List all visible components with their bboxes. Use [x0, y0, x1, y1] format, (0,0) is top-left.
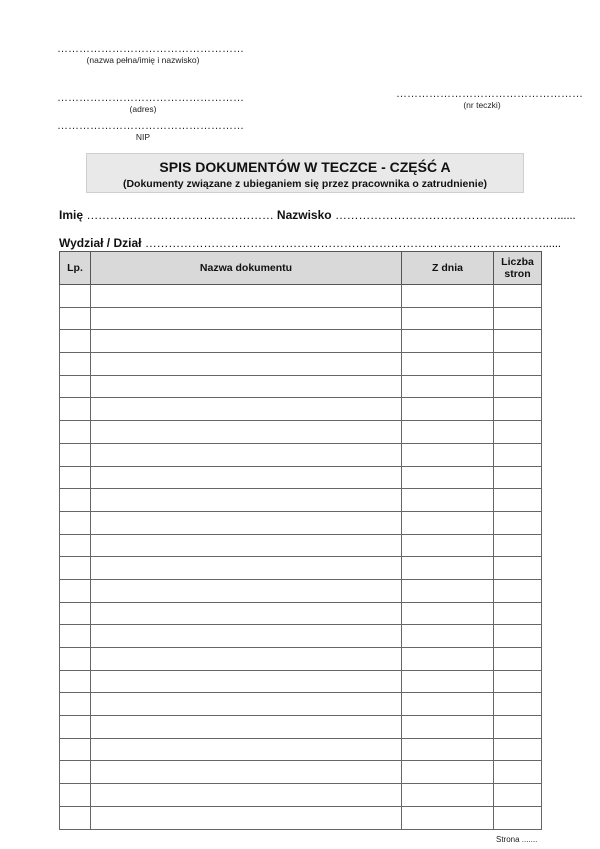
lp-cell[interactable] [60, 602, 91, 625]
lp-cell[interactable] [60, 670, 91, 693]
pages-cell[interactable] [494, 353, 542, 376]
table-body [60, 285, 542, 830]
document-name-cell[interactable] [91, 353, 402, 376]
lp-cell[interactable] [60, 511, 91, 534]
lp-cell[interactable] [60, 421, 91, 444]
pages-cell[interactable] [494, 670, 542, 693]
date-cell[interactable] [402, 443, 494, 466]
pages-cell[interactable] [494, 784, 542, 807]
column-header-date: Z dnia [402, 252, 494, 285]
date-cell[interactable] [402, 693, 494, 716]
table-row [60, 330, 542, 353]
pages-cell[interactable] [494, 693, 542, 716]
lp-cell[interactable] [60, 761, 91, 784]
pages-cell[interactable] [494, 579, 542, 602]
lp-cell[interactable] [60, 330, 91, 353]
document-name-cell[interactable] [91, 648, 402, 671]
date-cell[interactable] [402, 761, 494, 784]
page-number: Strona ....... [496, 835, 538, 844]
nip-field [57, 120, 244, 142]
document-name-cell[interactable] [91, 784, 402, 807]
date-cell[interactable] [402, 534, 494, 557]
document-name-cell[interactable] [91, 806, 402, 829]
pages-cell[interactable] [494, 489, 542, 512]
title-box [86, 153, 524, 193]
lp-cell[interactable] [60, 443, 91, 466]
pages-cell[interactable] [494, 398, 542, 421]
table-row [60, 602, 542, 625]
document-name-cell[interactable] [91, 716, 402, 739]
name-field-caption: (nazwa pełna/imię i nazwisko) [86, 55, 200, 65]
document-name-cell[interactable] [91, 602, 402, 625]
lp-cell[interactable] [60, 648, 91, 671]
document-name-cell[interactable] [91, 489, 402, 512]
pages-cell[interactable] [494, 421, 542, 444]
table-row [60, 806, 542, 829]
table-row [60, 557, 542, 580]
date-cell[interactable] [402, 648, 494, 671]
document-name-cell[interactable] [91, 693, 402, 716]
document-name-cell[interactable] [91, 534, 402, 557]
pages-cell[interactable] [494, 761, 542, 784]
pages-cell[interactable] [494, 625, 542, 648]
nip-field-dots: …………………………………………… [57, 120, 244, 132]
table-row [60, 784, 542, 807]
column-header-lp: Lp. [60, 252, 91, 285]
pages-cell[interactable] [494, 285, 542, 308]
date-cell[interactable] [402, 602, 494, 625]
pages-cell[interactable] [494, 534, 542, 557]
pages-cell[interactable] [494, 806, 542, 829]
document-subtitle: (Dokumenty związane z ubieganiem się przez pracownika o zatrudnienie) [122, 178, 488, 190]
folder-number-field [396, 88, 583, 110]
address-field-dots: …………………………………………… [57, 92, 244, 104]
column-header-pages-line1: Liczba [501, 256, 534, 268]
last-name-dots: …………………………………………………...... [334, 208, 576, 222]
table-row [60, 648, 542, 671]
document-name-cell[interactable] [91, 670, 402, 693]
folder-number-dots: …………………………………………… [396, 88, 583, 100]
first-name-label: Imię [59, 208, 84, 222]
date-cell[interactable] [402, 398, 494, 421]
lp-cell[interactable] [60, 398, 91, 421]
date-cell[interactable] [402, 375, 494, 398]
date-cell[interactable] [402, 466, 494, 489]
document-name-cell[interactable] [91, 421, 402, 444]
pages-cell[interactable] [494, 466, 542, 489]
date-cell[interactable] [402, 625, 494, 648]
table-row [60, 693, 542, 716]
name-field [57, 43, 244, 65]
department-dots: …………………………………………………………………………………………...... [144, 236, 561, 250]
address-field [57, 92, 244, 114]
table-row [60, 716, 542, 739]
pages-cell[interactable] [494, 443, 542, 466]
lp-cell[interactable] [60, 489, 91, 512]
document-name-cell[interactable] [91, 511, 402, 534]
table-row [60, 375, 542, 398]
document-name-cell[interactable] [91, 466, 402, 489]
last-name-label: Nazwisko [276, 208, 332, 222]
column-header-pages-line2: stron [504, 268, 531, 280]
lp-cell[interactable] [60, 579, 91, 602]
document-title: SPIS DOKUMENTÓW W TECZCE - CZĘŚĆ A [159, 159, 451, 175]
pages-cell[interactable] [494, 648, 542, 671]
document-name-cell[interactable] [91, 330, 402, 353]
table-row [60, 738, 542, 761]
documents-table [59, 251, 542, 830]
date-cell[interactable] [402, 670, 494, 693]
date-cell[interactable] [402, 511, 494, 534]
lp-cell[interactable] [60, 806, 91, 829]
date-cell[interactable] [402, 716, 494, 739]
name-field-dots: …………………………………………… [57, 43, 244, 55]
lp-cell[interactable] [60, 557, 91, 580]
date-cell[interactable] [402, 806, 494, 829]
document-name-cell[interactable] [91, 375, 402, 398]
pages-cell[interactable] [494, 716, 542, 739]
date-cell[interactable] [402, 579, 494, 602]
date-cell[interactable] [402, 307, 494, 330]
document-name-cell[interactable] [91, 579, 402, 602]
lp-cell[interactable] [60, 716, 91, 739]
lp-cell[interactable] [60, 353, 91, 376]
lp-cell[interactable] [60, 625, 91, 648]
table-row [60, 307, 542, 330]
column-header-document-name: Nazwa dokumentu [91, 252, 402, 285]
table-row [60, 398, 542, 421]
date-cell[interactable] [402, 784, 494, 807]
folder-number-caption: (nr teczki) [463, 100, 501, 110]
date-cell[interactable] [402, 285, 494, 308]
department-label: Wydział / Dział [59, 236, 142, 250]
table-header-row [60, 252, 542, 285]
lp-cell[interactable] [60, 784, 91, 807]
department-line [59, 236, 561, 250]
pages-cell[interactable] [494, 330, 542, 353]
pages-cell[interactable] [494, 375, 542, 398]
date-cell[interactable] [402, 330, 494, 353]
date-cell[interactable] [402, 421, 494, 444]
date-cell[interactable] [402, 557, 494, 580]
table-row [60, 489, 542, 512]
table-row [60, 625, 542, 648]
table-row [60, 421, 542, 444]
document-name-cell[interactable] [91, 761, 402, 784]
table-row [60, 534, 542, 557]
table-row [60, 285, 542, 308]
table-row [60, 670, 542, 693]
document-name-cell[interactable] [91, 625, 402, 648]
table-row [60, 443, 542, 466]
table-row [60, 511, 542, 534]
table-row [60, 579, 542, 602]
document-name-cell[interactable] [91, 398, 402, 421]
pages-cell[interactable] [494, 307, 542, 330]
lp-cell[interactable] [60, 738, 91, 761]
address-field-caption: (adres) [129, 104, 157, 114]
lp-cell[interactable] [60, 307, 91, 330]
lp-cell[interactable] [60, 285, 91, 308]
date-cell[interactable] [402, 738, 494, 761]
pages-cell[interactable] [494, 602, 542, 625]
lp-cell[interactable] [60, 534, 91, 557]
date-cell[interactable] [402, 489, 494, 512]
lp-cell[interactable] [60, 693, 91, 716]
table-row [60, 353, 542, 376]
nip-field-caption: NIP [135, 132, 151, 142]
pages-cell[interactable] [494, 557, 542, 580]
document-name-cell[interactable] [91, 557, 402, 580]
pages-cell[interactable] [494, 511, 542, 534]
table-row [60, 466, 542, 489]
name-line [59, 208, 575, 222]
pages-cell[interactable] [494, 738, 542, 761]
lp-cell[interactable] [60, 466, 91, 489]
document-name-cell[interactable] [91, 285, 402, 308]
document-name-cell[interactable] [91, 443, 402, 466]
lp-cell[interactable] [60, 375, 91, 398]
date-cell[interactable] [402, 353, 494, 376]
column-header-pages [494, 252, 542, 285]
document-name-cell[interactable] [91, 738, 402, 761]
document-name-cell[interactable] [91, 307, 402, 330]
first-name-dots: ………………………………………… [86, 208, 274, 222]
table-row [60, 761, 542, 784]
